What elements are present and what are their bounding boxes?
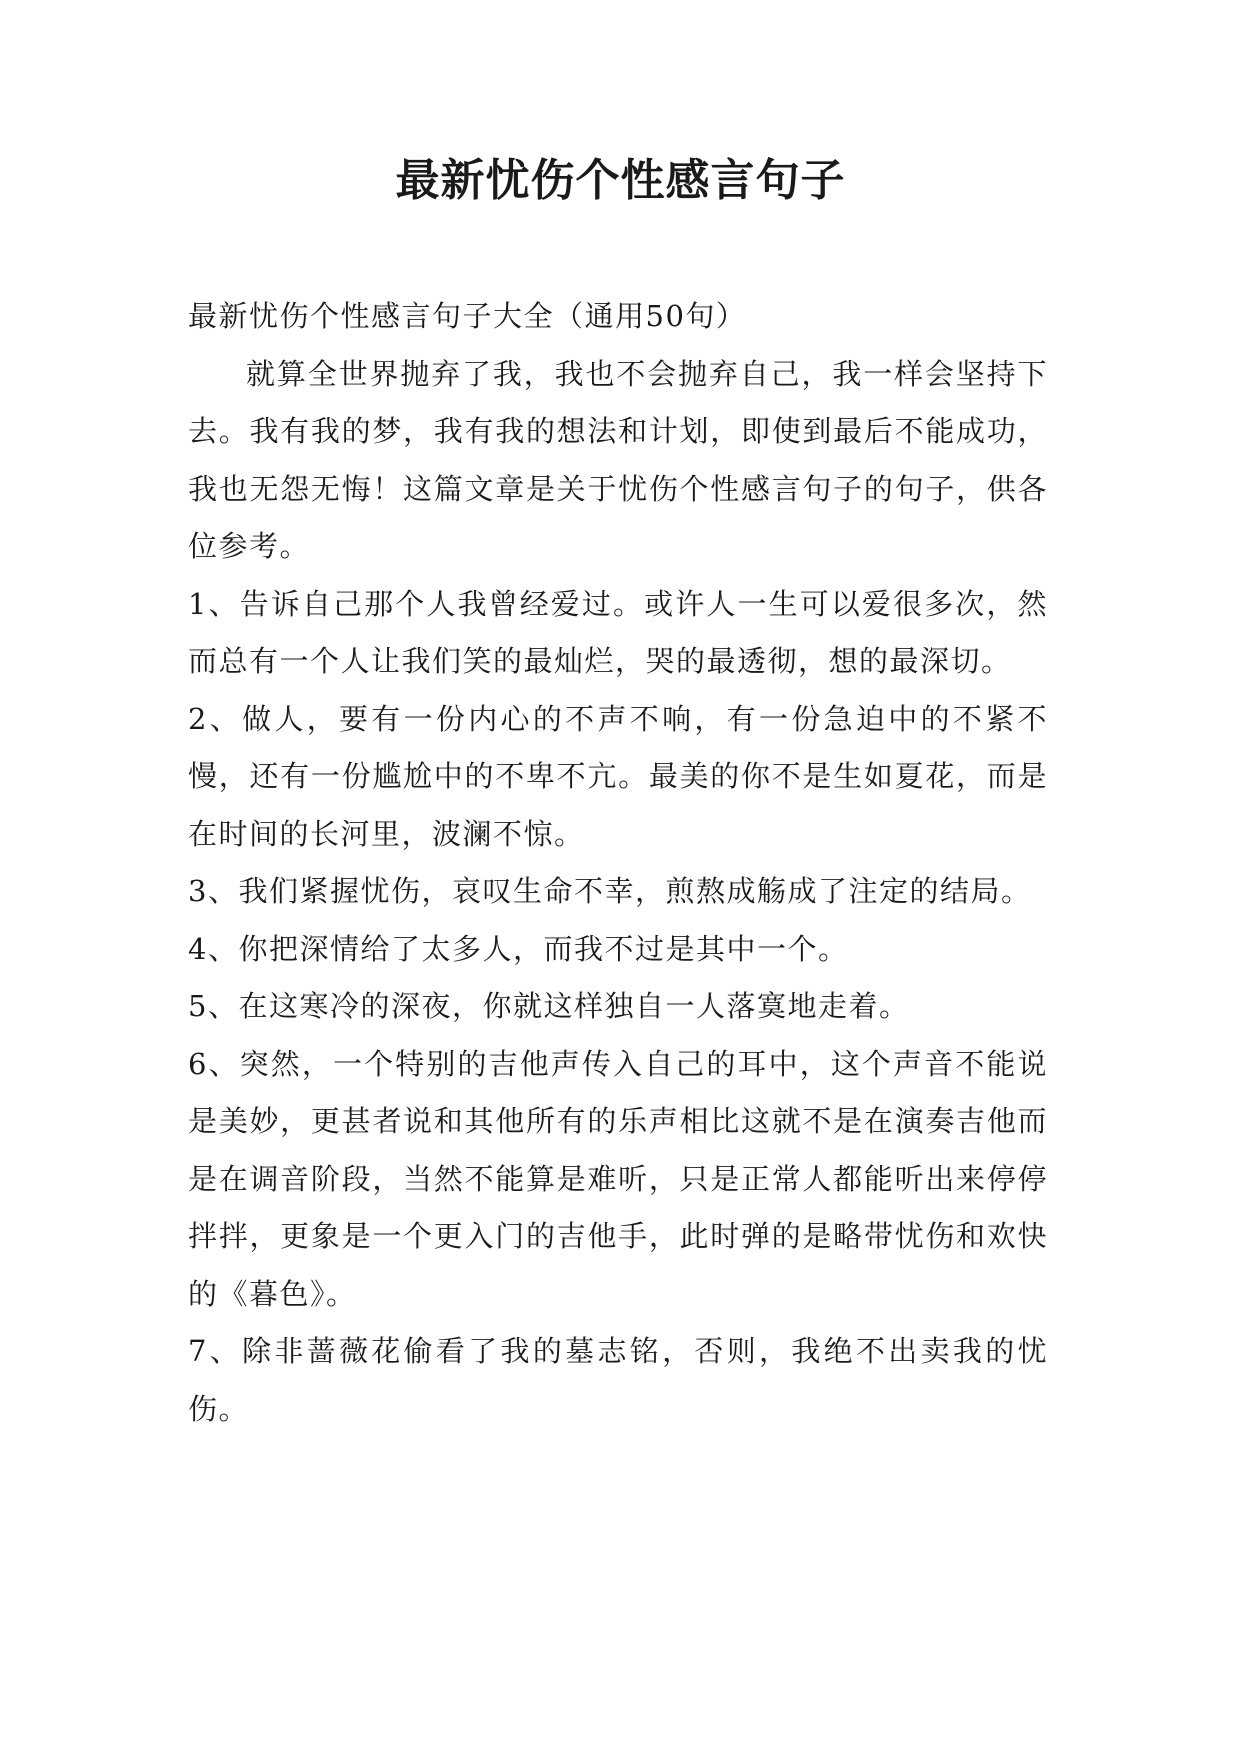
- intro-paragraph: 就算全世界抛弃了我，我也不会抛弃自己，我一样会坚持下去。我有我的梦，我有我的想法和计划，即使到最后不能成功，我也无怨无悔！这篇文章是关于忧伤个性感言句子的句子，供各位参考。: [188, 356, 1048, 563]
- quote-item-2: 2、做人，要有一份内心的不声不响，有一份急迫中的不紧不慢，还有一份尴尬中的不卑不亢。最美的你不是生如夏花，而是在时间的长河里，波澜不惊。: [188, 701, 1048, 851]
- quote-item-5: 5、在这寒冷的深夜，你就这样独自一人落寞地走着。: [188, 989, 910, 1023]
- document-body: [188, 288, 1048, 1438]
- quote-item-1: 1、告诉自己那个人我曾经爱过。或许人一生可以爱很多次，然而总有一个人让我们笑的最灿烂，哭的最透彻，想的最深切。: [188, 586, 1048, 678]
- document-subtitle: 最新忧伤个性感言句子大全（通用50句）: [188, 299, 747, 333]
- document-title: 最新忧伤个性感言句子: [395, 155, 846, 206]
- quote-item-6: 6、突然，一个特别的吉他声传入自己的耳中，这个声音不能说是美妙，更甚者说和其他所有的乐声相比这就不是在演奏吉他而是在调音阶段，当然不能算是难听，只是正常人都能听出来停停拌拌，更象是一个更入门的吉他手，此时弹的是略带忧伤和欢快的《暮色》。: [188, 1046, 1048, 1311]
- quote-item-7: 7、除非蔷薇花偷看了我的墓志铭，否则，我绝不出卖我的忧伤。: [188, 1334, 1048, 1426]
- quote-item-3: 3、我们紧握忧伤，哀叹生命不幸，煎熬成觞成了注定的结局。: [188, 874, 1032, 908]
- quote-item-4: 4、你把深情给了太多人，而我不过是其中一个。: [188, 931, 849, 966]
